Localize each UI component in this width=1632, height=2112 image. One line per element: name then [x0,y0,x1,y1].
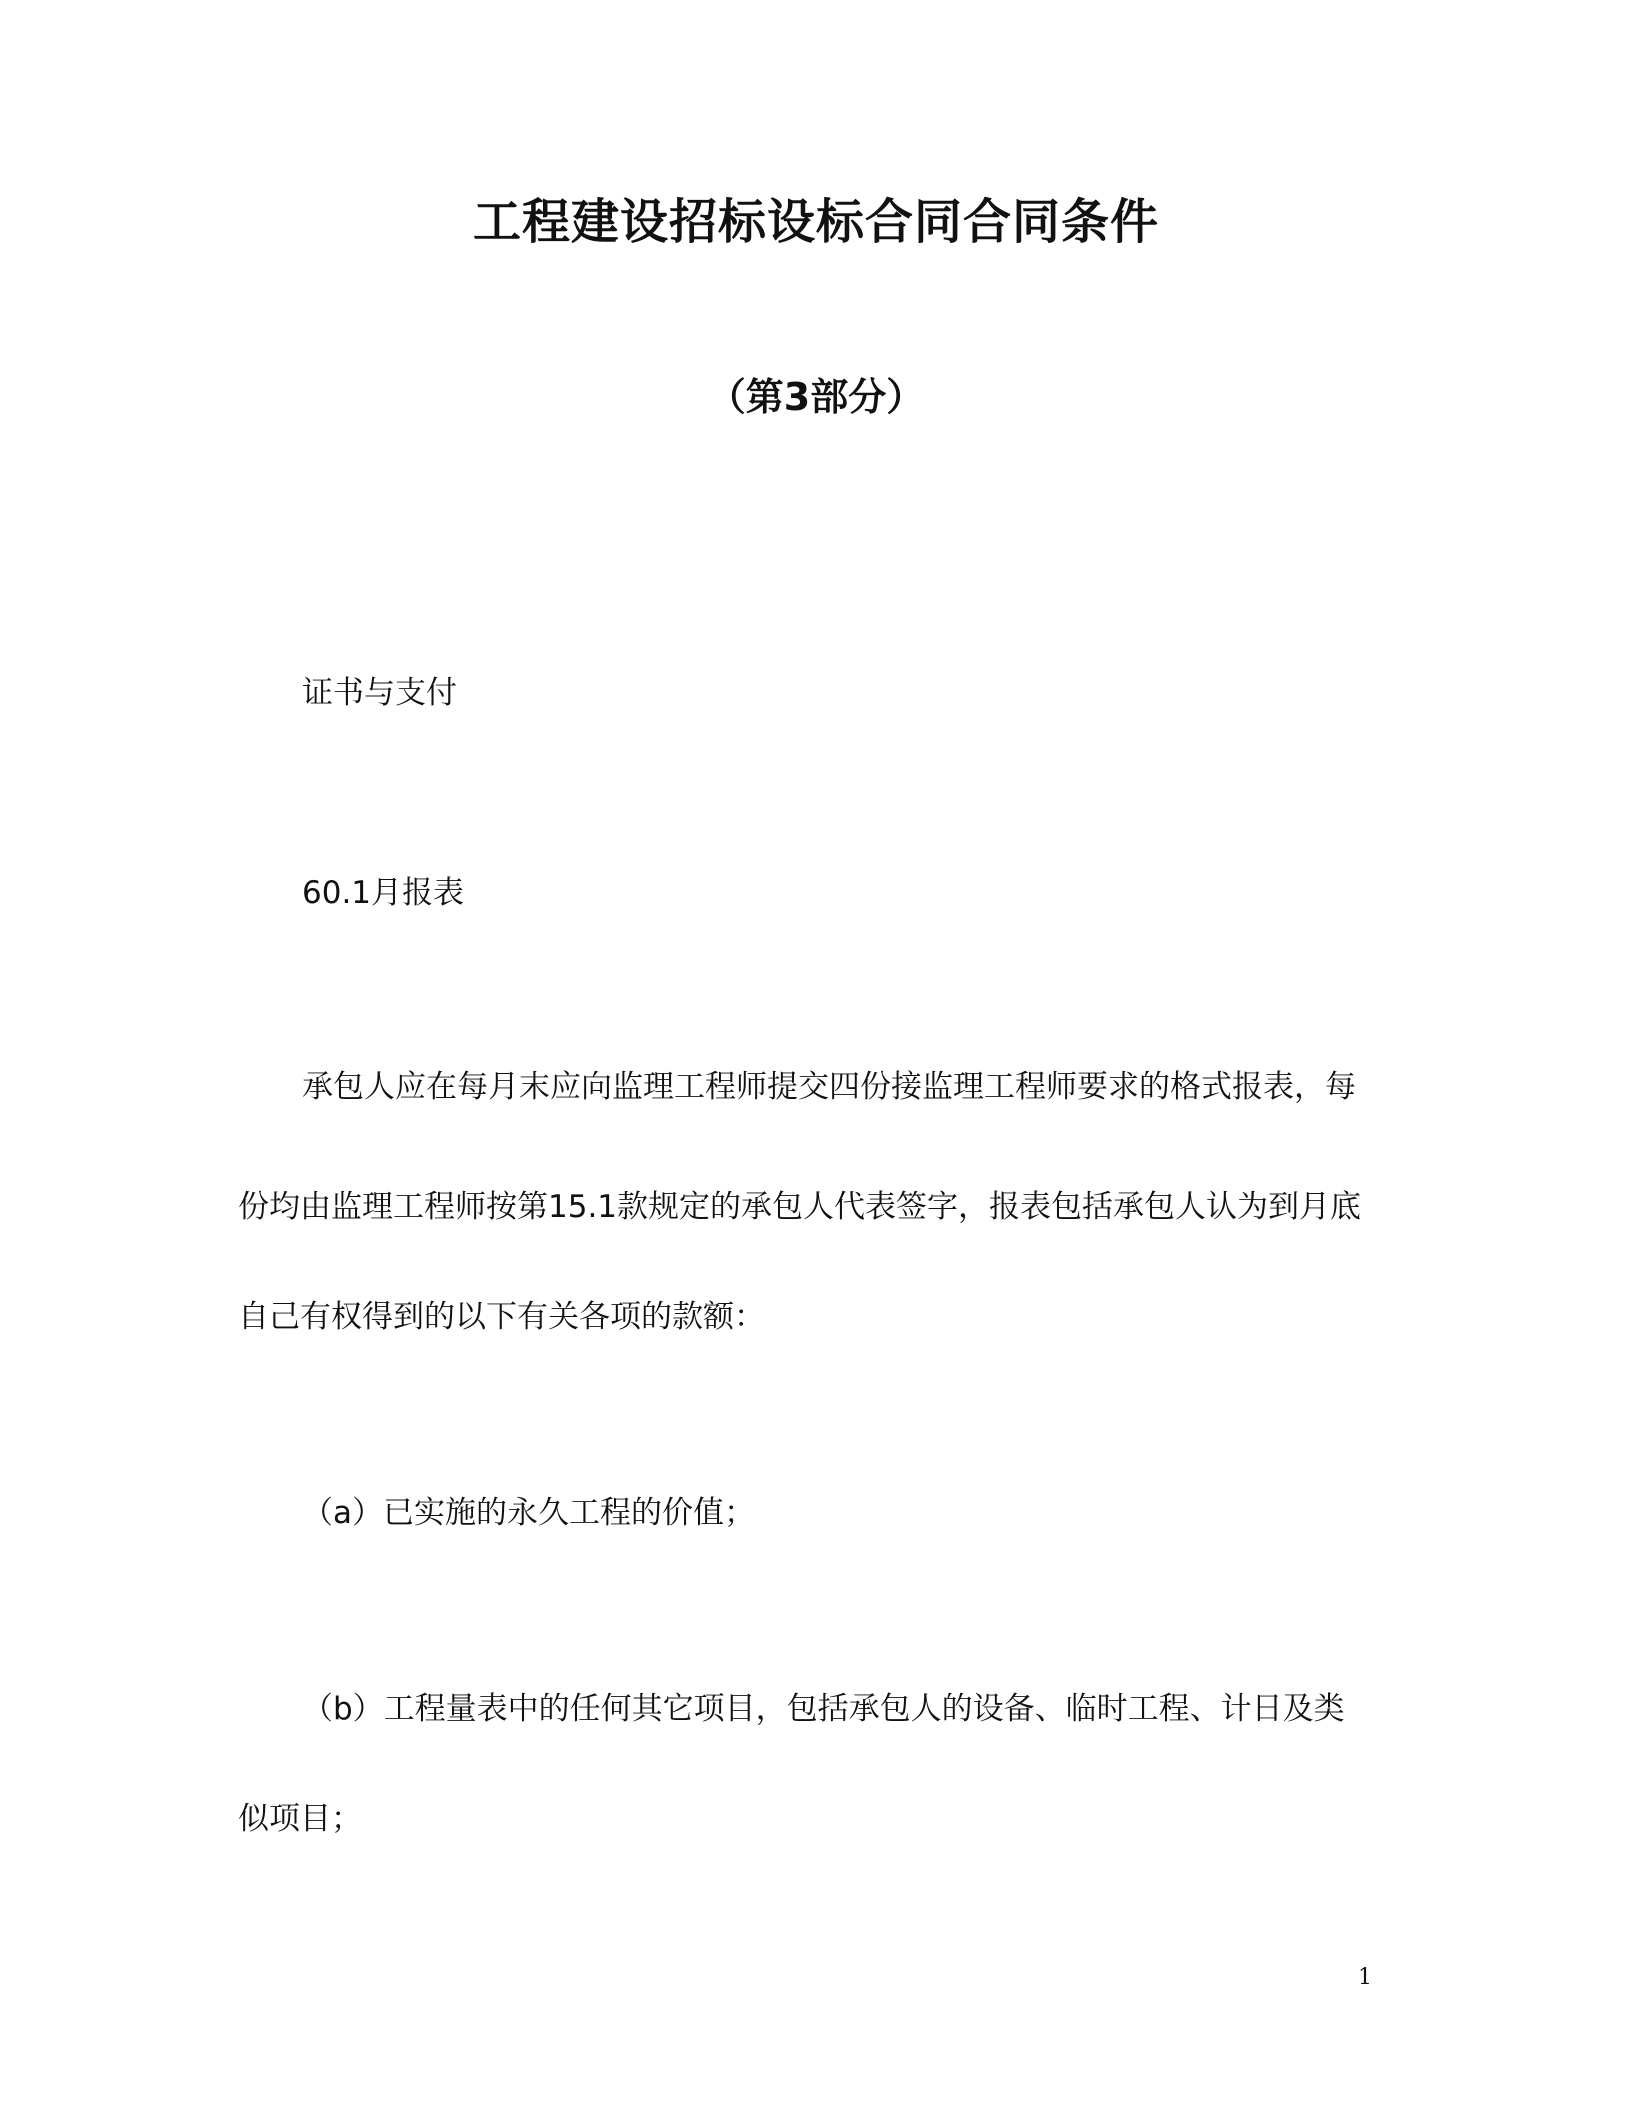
item-b-line-2: 似项目； [238,1801,362,1837]
item-a: （a）已实施的永久工程的价值； [302,1495,755,1531]
page-number: 1 [1358,1965,1372,1990]
document-title: 工程建设招标设标合同合同条件 [472,194,1159,250]
section-heading: 证书与支付 [302,675,457,711]
document-subtitle: （第3部分） [707,375,925,419]
paragraph-1-line-3: 自己有权得到的以下有关各项的款额： [238,1299,765,1335]
paragraph-1-line-2: 份均由监理工程师按第15.1款规定的承包人代表签字，报表包括承包人认为到月底 [238,1189,1362,1225]
clause-heading: 60.1月报表 [302,875,465,911]
item-b-line-1: （b）工程量表中的任何其它项目，包括承包人的设备、临时工程、计日及类 [302,1691,1345,1727]
paragraph-1-line-1: 承包人应在每月末应向监理工程师提交四份接监理工程师要求的格式报表，每 [302,1069,1356,1105]
